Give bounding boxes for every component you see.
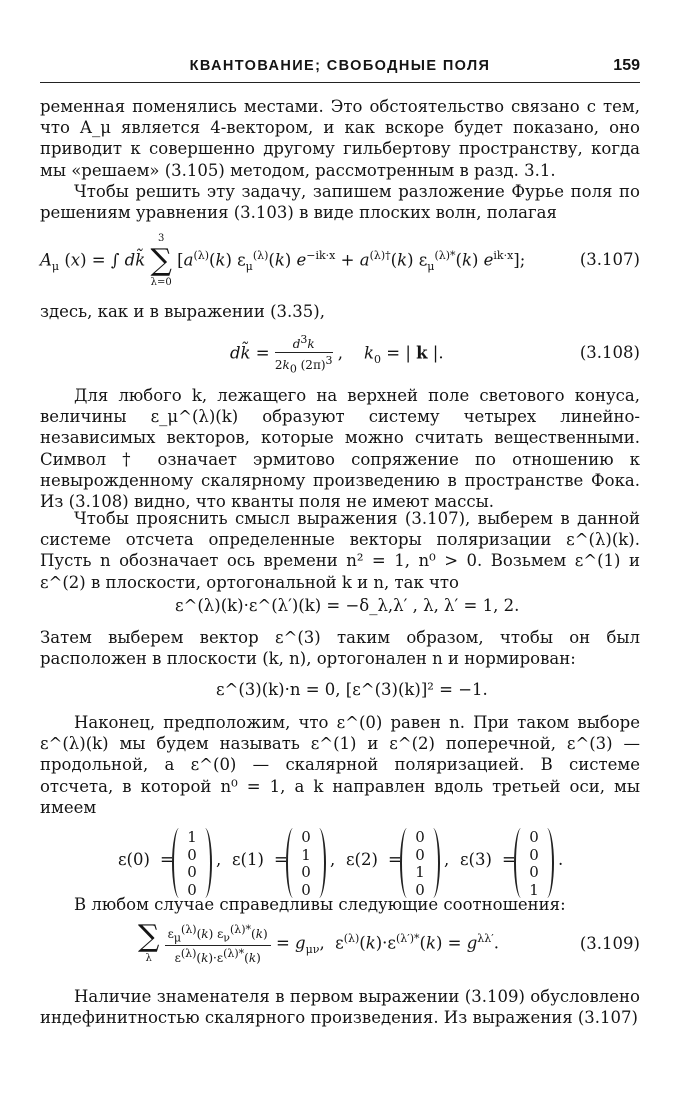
running-header (40, 56, 640, 83)
paragraph-3: здесь, как и в выражении (3.35), (40, 302, 325, 321)
paragraph-1: ременная поменялись местами. Это обстоятельство связано с тем, что A_μ является 4-вектором, и как вскоре будет показано, оно приводит к совершенно другому гильбертову пространству, когда мы «решаем» (3.105) методом, рассмотренным в разд. 3.1. (40, 97, 640, 180)
vector-epsilon-2: ε(2) = 0 0 1 0 , (346, 828, 450, 899)
vector-epsilon-0: ε(0) = 1 0 0 0 , (118, 828, 222, 899)
vector-entry: 0 (529, 828, 539, 846)
vector-label: ε(2) (346, 850, 378, 869)
vector-entry: 0 (415, 828, 425, 846)
vector-entry: 0 (187, 880, 197, 899)
vector-label: ε(0) (118, 850, 150, 869)
vector-entry: 1 (187, 828, 197, 846)
vector-entry: 1 (529, 880, 539, 899)
paragraph-6: Затем выберем вектор ε^(3) таким образом, чтобы он был расположен в плоскости (k, n), ортогонален n и нормирован: (40, 628, 640, 669)
vector-entry: 0 (529, 863, 539, 881)
paragraph-2: Чтобы решить эту задачу, запишем разложение Фурье поля по решениям уравнения (3.103) в виде плоских волн, полагая (40, 182, 640, 223)
vector-entry: 0 (529, 845, 539, 864)
equation-label-3-107: (3.107) (579, 250, 640, 269)
header-title: КВАНТОВАНИЕ; СВОБОДНЫЕ ПОЛЯ (189, 58, 491, 74)
vector-label: ε(3) (460, 850, 492, 869)
vector-entry: 0 (187, 863, 197, 881)
vector-entry: 0 (415, 845, 425, 864)
vector-entry: 1 (301, 845, 311, 864)
vector-label: ε(1) (232, 850, 264, 869)
equation-normalization: ε^(3)(k)·n = 0, [ε^(3)(k)]² = −1. (216, 680, 488, 699)
vector-entry: 0 (301, 880, 311, 899)
vector-epsilon-3: ε(3) = 0 0 0 1 . (460, 828, 564, 899)
page-number: 159 (613, 57, 640, 74)
vector-entry: 0 (301, 828, 311, 846)
vector-entry: 1 (415, 863, 425, 881)
equation-label-3-109: (3.109) (579, 934, 640, 953)
vector-entry: 0 (301, 863, 311, 881)
vector-epsilon-1: ε(1) = 0 1 0 0 , (232, 828, 336, 899)
equation-3-109: ∑ λ $\frac{\varepsilon\mu(\lambda)(k) \varepsilon\nu(\lambda)*(k)}{\varepsilon(\lambda)(k)\cdot\varepsilon(\lambda)*(k)}$ = $g_{\mu\nu}$, $\varepsilon^{(\lambda)}(k)\cdot\varepsilon^{(\lambda')*}(k) = g^{\lambda\lambda'}$. (138, 919, 499, 966)
vector-entry: 0 (187, 845, 197, 864)
equation-label-3-108: (3.108) (579, 343, 640, 362)
paragraph-8: В любом случае справедливы следующие соотношения: (74, 895, 566, 914)
vector-entry: 0 (415, 880, 425, 899)
paragraph-7: Наконец, предположим, что ε^(0) равен n. При таком выборе ε^(λ)(k) мы будем называть ε^(1) и ε^(2) поперечной, ε^(3) — продольной, а ε^(0) — скалярной поляризацией. В системе отсчета, в которой n⁰ = 1, а k направлен вдоль третьей оси, мы имеем (40, 713, 640, 817)
equation-3-107: $A_\mu$ (x) = ∫ dk̃ 3 ∑ λ=0 [$a^{(\lambda)}(k)$ $\varepsilon_\mu^{(\lambda)}(k) e^{-ik\cdot x} + a^{(\lambda)\dagger}(k)$ $\varepsilon_\mu^{(\lambda)*}(k)$ $e^{ik\cdot x}$]; (40, 233, 526, 288)
equation-orthogonality: ε^(λ)(k)·ε^(λ′)(k) = −δ_λ,λ′ , λ, λ′ = 1, 2. (175, 596, 520, 615)
paragraph-9: Наличие знаменателя в первом выражении (3.109) обусловлено индефинитностью скалярного произведения. Из выражения (3.107) (40, 987, 640, 1028)
paragraph-4: Для любого k, лежащего на верхней поле светового конуса, величины ε_μ^(λ)(k) образуют систему четырех линейно-независимых векторов, которые можно считать вещественными. Символ † означает эрмитово сопряжение по отношению к невырожденному скалярному произведению в пространстве Фока. Из (3.108) видно, что кванты поля не имеют массы. (40, 386, 640, 512)
equation-3-108: dk̃ = $\frac{d3k}{2k0 (2\pi)3}$ , $k_0$ = | k |. (230, 333, 444, 376)
paragraph-5: Чтобы прояснить смысл выражения (3.107), выберем в данной системе отсчета определенные векторы поляризации ε^(λ)(k). Пусть n обозначает ось времени n² = 1, n⁰ > 0. Возьмем ε^(1) и ε^(2) в плоскости, ортогональной k и n, так что (40, 509, 640, 592)
